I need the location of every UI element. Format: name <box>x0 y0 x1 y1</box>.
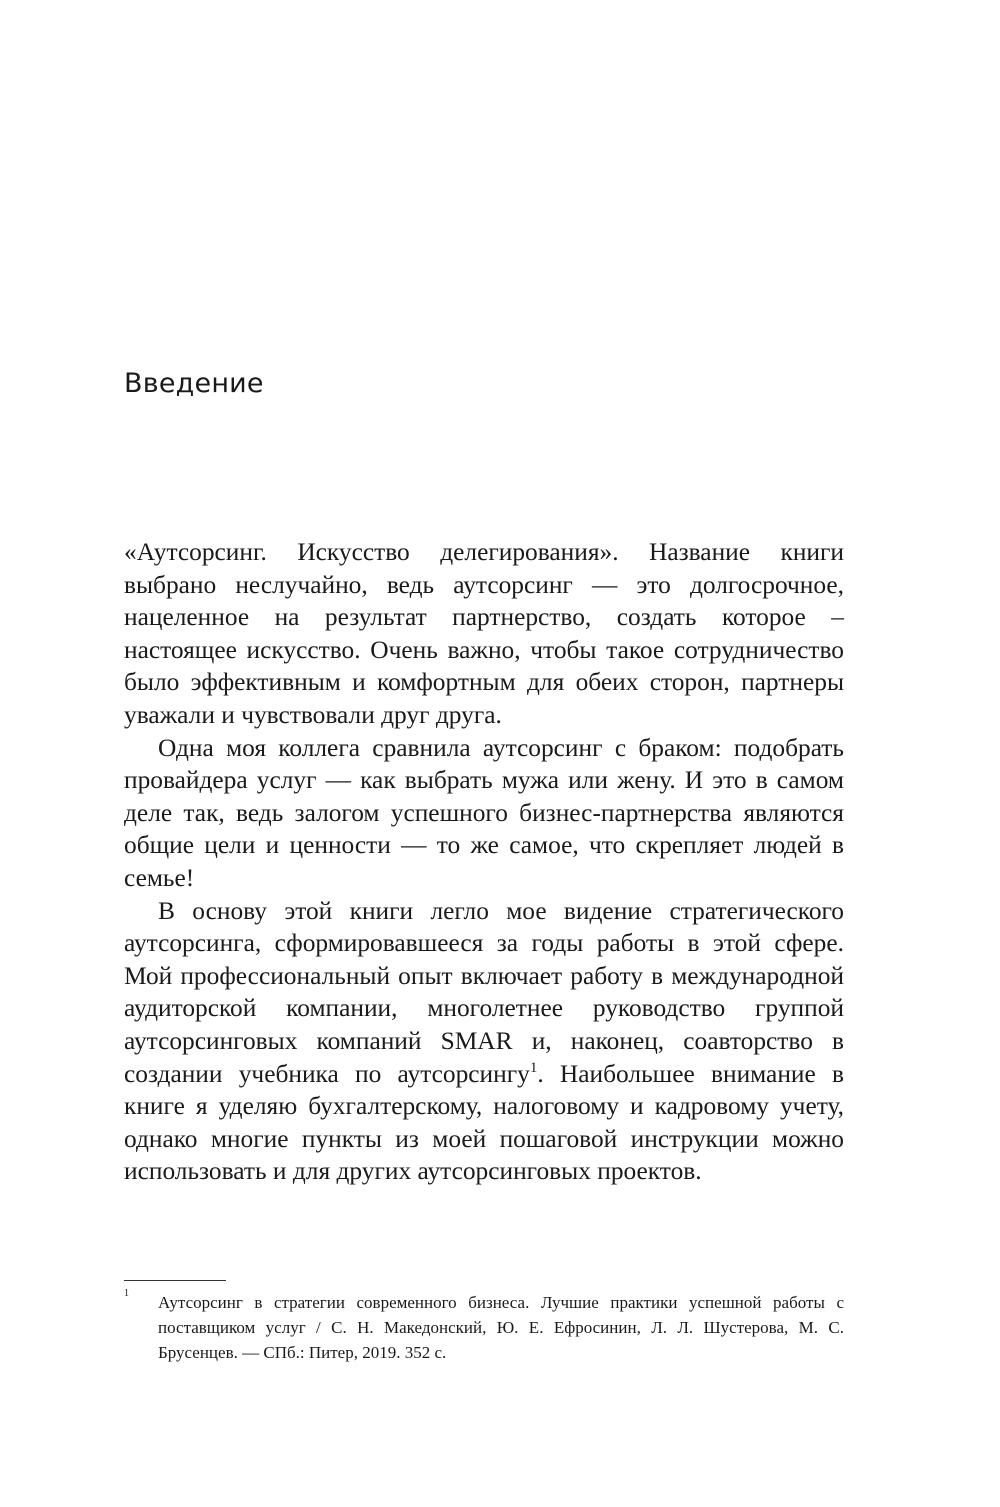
paragraph-3-text-end: . Наибольшее внимание в книге я уделяю бухгалтерскому, налоговому и кадровому учету, однако многие пункты из моей пошаговой инструкции можно использовать и для других аутсорсинговых проектов. <box>124 1059 844 1186</box>
paragraph-1: «Аутсорсинг. Искусство делегирования». Название книги выбрано неслучайно, ведь аутсорсинг — это долгосрочное, нацеленное на результат партнерство, создать которое – настоящее искусство. Очень важно, чтобы такое сотрудничество было эффективным и комфортным для обеих сторон, партнеры уважали и чувствовали друг друга. <box>124 538 844 729</box>
paragraph-2: Одна моя коллега сравнила аутсорсинг с браком: подобрать провайдера услуг — как выбрать мужа или жену. И это в самом деле так, ведь залогом успешного бизнес-партнерства являются общие цели и ценности — то же самое, что скрепляет людей в семье! <box>124 733 844 892</box>
paragraph-3-text-start: В основу этой книги легло мое видение стратегического аутсорсинга, сформировавшееся за годы работы в этой сфере. Мой профессиональный опыт включает работу в международной аудиторской компании, многолетнее руководство группой аутсорсинговых компаний SMAR и, наконец, соавторство в создании учебника по аутсорсингу <box>124 896 844 1088</box>
footnote-text: Аутсорсинг в стратегии современного бизнеса. Лучшие практики успешной работы с поставщиком услуг / С. Н. Македонский, Ю. Е. Ефросинин, Л. Л. Шустерова, М. С. Брусенцев. — СПб.: Питер, 2019. 352 с. <box>158 1293 844 1362</box>
body-text <box>124 536 844 1188</box>
footnote <box>124 1290 844 1365</box>
footnote-divider <box>124 1280 226 1281</box>
paragraph-3 <box>124 895 844 1188</box>
footnote-reference[interactable]: 1 <box>529 1059 538 1076</box>
footnote-number: 1 <box>124 1288 129 1299</box>
chapter-title: Введение <box>124 368 264 399</box>
